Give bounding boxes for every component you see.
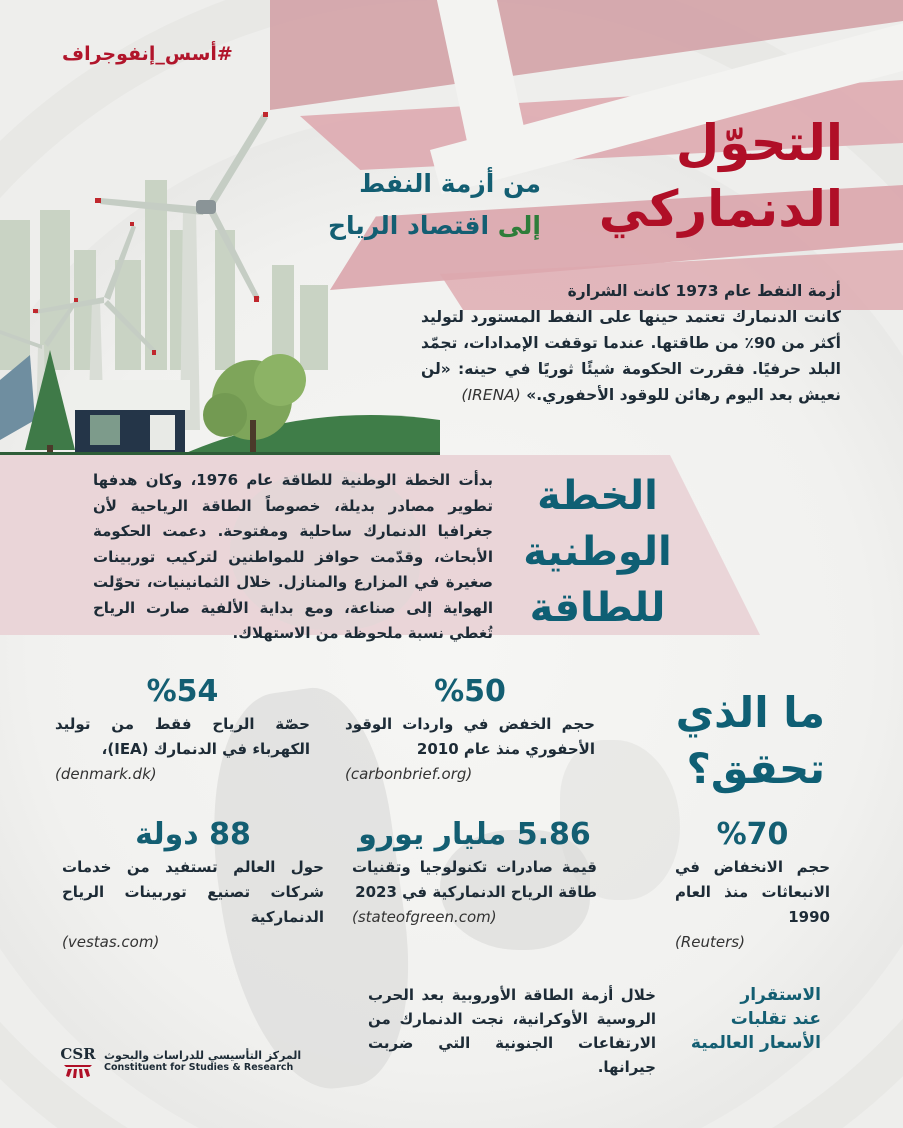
stat-countries bbox=[62, 815, 324, 955]
plan-title-line-3: للطاقة bbox=[529, 585, 666, 631]
main-title bbox=[599, 110, 843, 242]
stat-desc: حجم الانخفاض في الانبعاثات منذ العام 1990 bbox=[675, 858, 830, 926]
subtitle-wind-economy: اقتصاد الرياح bbox=[328, 211, 490, 240]
plan-title bbox=[510, 468, 685, 636]
stat-desc: قيمة صادرات تكنولوجيا وتقنيات طاقة الرياح الدنماركية في 2023 bbox=[352, 858, 597, 901]
plan-title-line-2: الوطنية bbox=[523, 529, 672, 575]
csr-logo-text bbox=[104, 1049, 301, 1073]
stat-value: 88 دولة bbox=[135, 817, 251, 852]
stat-value: %70 bbox=[716, 817, 789, 852]
stat-source: (vestas.com) bbox=[62, 933, 160, 951]
csr-logo bbox=[60, 1043, 301, 1079]
wind-turbines-illustration bbox=[0, 100, 440, 460]
intro-body: كانت الدنمارك تعتمد حينها على النفط المستورد لتوليد أكثر من 90٪ من طاقتها. عندما توقفت الإمدادات، تجمّد البلد حرفيًا. فقررت الحكومة شيئًا ثوريًا في حينه: «لن نعيش بعد اليوم رهائن للوقود الأحفوري.» bbox=[421, 308, 841, 404]
achieved-line-1: ما الذي bbox=[675, 688, 825, 737]
stability-paragraph: خلال أزمة الطاقة الأوروبية بعد الحرب الروسية الأوكرانية، نجت الدنمارك من الارتفاعات الجنونية التي ضربت جيرانها. bbox=[368, 986, 656, 1076]
stat-value: 5.86 مليار يورو bbox=[358, 817, 591, 852]
plan-title-line-1: الخطة bbox=[537, 473, 658, 519]
stat-desc: حجم الخفض في واردات الوقود الأحفوري منذ عام 2010 bbox=[345, 715, 595, 758]
subtitle-line-2 bbox=[328, 205, 541, 247]
csr-logo-icon bbox=[60, 1043, 96, 1079]
stat-source: (carbonbrief.org) bbox=[345, 765, 473, 783]
main-title-line-2: الدنماركي bbox=[598, 180, 843, 238]
achieved-heading bbox=[676, 685, 825, 797]
intro-lead: أزمة النفط عام 1973 كانت الشرارة bbox=[567, 282, 841, 300]
stat-source: (stateofgreen.com) bbox=[352, 908, 497, 926]
logo-arabic-name: المركز التأسيسي للدراسات والبحوث bbox=[104, 1049, 302, 1062]
stat-value: %54 bbox=[146, 674, 219, 709]
main-title-line-1: التحوّل bbox=[675, 114, 843, 172]
stat-desc: حصّة الرياح فقط من توليد الكهرباء في الدنمارك (IEA)، bbox=[55, 715, 310, 758]
subtitle-line-1: من أزمة النفط bbox=[359, 169, 541, 198]
stability-title-line-2: عند تقلبات bbox=[730, 1009, 821, 1029]
stability-title-line-1: الاستقرار bbox=[740, 985, 821, 1005]
stat-exports bbox=[352, 815, 597, 930]
subtitle bbox=[328, 163, 541, 247]
stat-emissions bbox=[675, 815, 830, 955]
hashtag: #أسس_إنفوجراف bbox=[62, 43, 233, 65]
stat-source: (Reuters) bbox=[675, 933, 745, 951]
stat-desc: حول العالم تستفيد من خدمات شركات تصنيع توربينات الرياح الدنماركية bbox=[62, 858, 324, 926]
stability-title-line-3: الأسعار العالمية bbox=[690, 1033, 821, 1053]
stability-title bbox=[691, 983, 821, 1055]
intro-paragraph bbox=[421, 278, 841, 408]
svg-text:CSR: CSR bbox=[60, 1045, 96, 1063]
logo-english-name: Constituent for Studies & Research bbox=[104, 1062, 294, 1073]
subtitle-to-word: إلى bbox=[497, 211, 541, 240]
stat-source: (denmark.dk) bbox=[55, 765, 157, 783]
plan-paragraph: بدأت الخطة الوطنية للطاقة عام 1976، وكان هدفها تطوير مصادر بديلة، خصوصاً الطاقة الرياحية لأن جغرافيا الدنمارك ساحلية ومفتوحة. دعمت الحكومة الأبحاث، وقدّمت حوافز للمواطنين لتركيب توربينات صغيرة في المزارع والمنازل. خلال الثمانينيات، تحوّلت الهواية إلى صناعة، ومع بداية الألفية صارت الرياح تُغطي نسبة ملحوظة من الاستهلاك. bbox=[93, 471, 494, 642]
stat-wind-share bbox=[55, 672, 310, 787]
achieved-line-2: تحقق؟ bbox=[686, 744, 825, 793]
intro-source: (IRENA) bbox=[461, 386, 521, 404]
stat-value: %50 bbox=[434, 674, 506, 709]
stat-fossil-imports bbox=[345, 672, 595, 787]
